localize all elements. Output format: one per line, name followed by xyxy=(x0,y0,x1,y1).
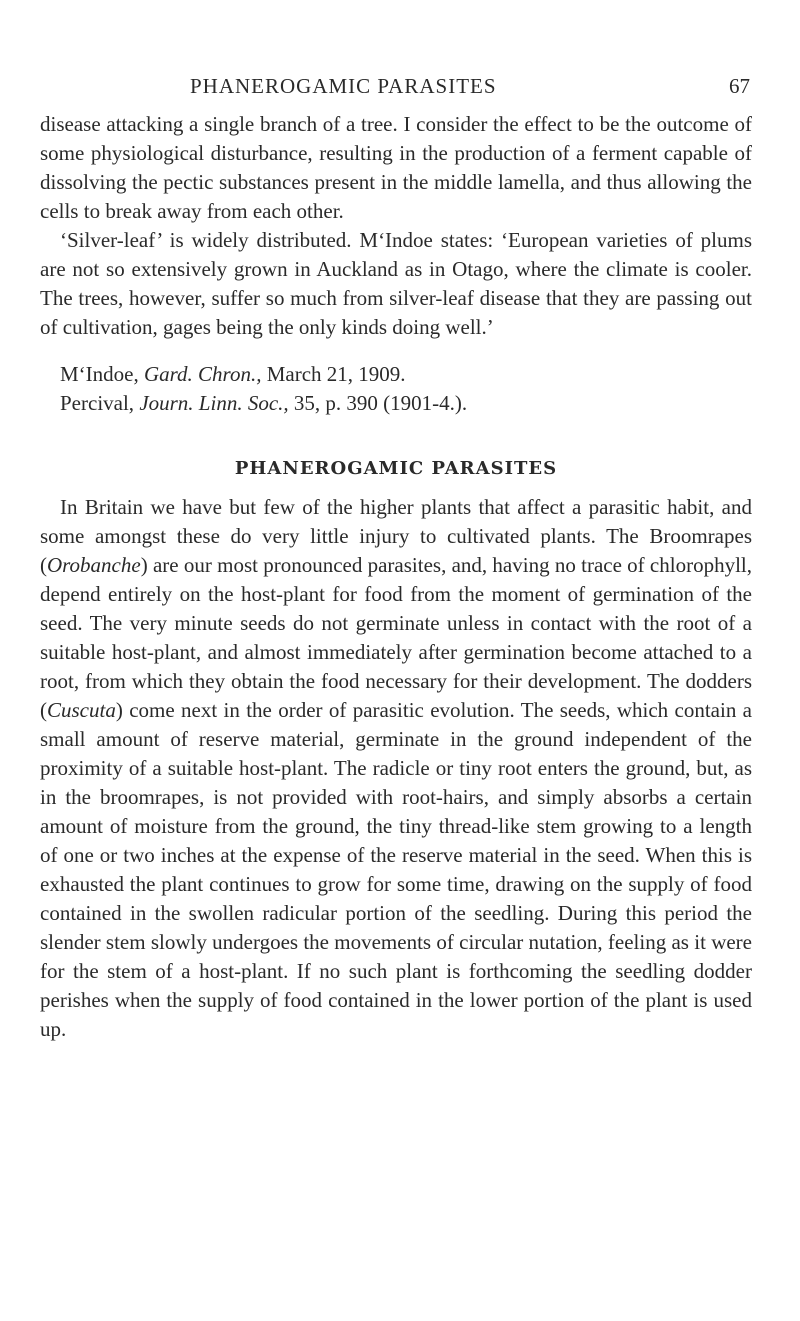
paragraph-silver-leaf: ‘Silver-leaf’ is widely distributed. M‘Indoe states: ‘European varieties of plums are not so extensively grown in Auckland as in Otago, where the climate is cooler. The trees, however, suffer so much from silver-leaf disease that they are passing out of cultivation, gages being the only kinds doing well.’ xyxy=(40,228,752,339)
paragraph-continuation: disease attacking a single branch of a tree. I consider the effect to be the outcome of some physiological disturbance, resulting in the production of a ferment capable of dissolving the pectic substances present in the middle lamella, and thus allowing the cells to break away from each other. xyxy=(40,112,752,223)
reference-item xyxy=(40,360,752,389)
reference-detail: 35, p. 390 (1901-4.). xyxy=(293,391,468,415)
reference-item xyxy=(40,389,752,418)
genus-orobanche: Orobanche xyxy=(47,553,141,577)
page-number: 67 xyxy=(729,74,750,98)
running-head xyxy=(40,74,750,104)
page-body xyxy=(40,110,752,1044)
references xyxy=(40,360,752,418)
running-title: PHANEROGAMIC PARASITES xyxy=(190,74,497,98)
paragraph-text: ) are our most pronounced parasites, and, having no trace of chlorophyll, depend entirely on the host-plant for food from the moment of germination of the seed. The very minute seeds do not germinate unless in contact with the root of a suitable host-plant, and almost immediately after germination become attached to a root, from which they obtain the food necessary for their development. The dodders ( xyxy=(40,553,752,722)
genus-cuscuta: Cuscuta xyxy=(47,698,116,722)
reference-author: M‘Indoe, xyxy=(60,362,139,386)
section-heading: PHANEROGAMIC PARASITES xyxy=(234,458,558,479)
paragraph-text: ) come next in the order of parasitic evolution. The seeds, which contain a small amount of reserve material, germinate in the ground independent of the proximity of a suitable host-plant. The radicle or tiny root enters the ground, but, as in the broomrapes, is not provided with root-hairs, and simply absorbs a certain amount of moisture from the ground, the tiny thread-like stem growing to a length of one or two inches at the expense of the reserve material in the seed. When this is exhausted the plant continues to grow for some time, drawing on the supply of food contained in the swollen radicular portion of the seedling. During this period the slender stem slowly undergoes the movements of circular nutation, feeling as it were for the stem of a host-plant. If no such plant is forthcoming the seedling dodder perishes when the supply of food contained in the lower portion of the plant is used up. xyxy=(40,698,752,1041)
paragraph-parasites xyxy=(40,493,752,1044)
reference-detail: March 21, 1909. xyxy=(266,362,406,386)
paragraph-text: In Britain we have but few of the higher plants that affect a parasitic habit, and some amongst these do very little injury to cultivated plants. The Broomrapes ( xyxy=(40,495,752,577)
reference-author: Percival, xyxy=(60,391,135,415)
reference-journal: Journ. Linn. Soc., xyxy=(139,391,289,415)
reference-journal: Gard. Chron., xyxy=(143,362,262,386)
